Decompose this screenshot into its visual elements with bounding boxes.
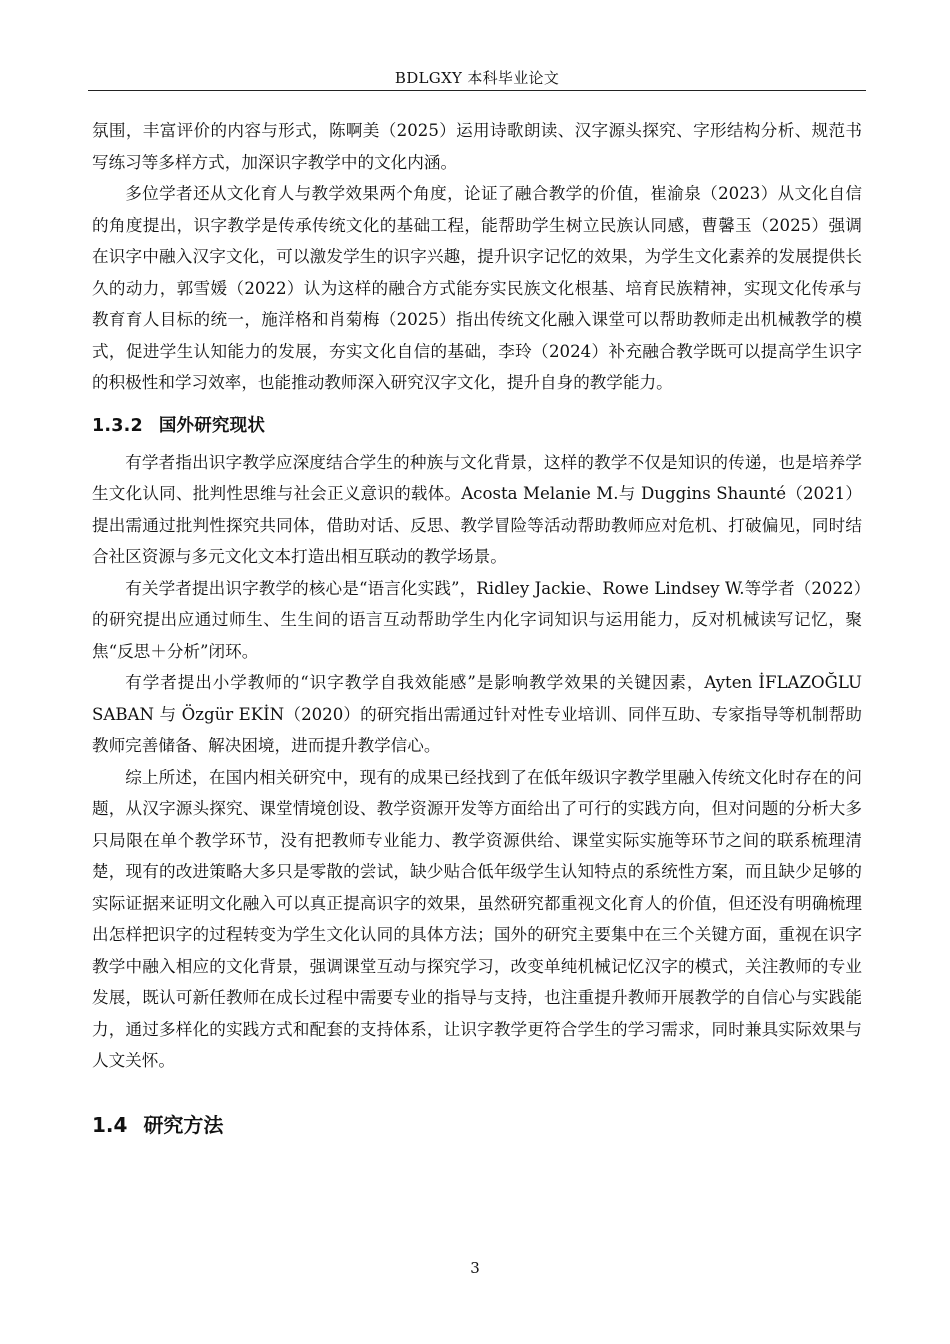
header-rule xyxy=(88,90,866,91)
section-title: 研究方法 xyxy=(143,1112,224,1137)
section-heading-1-4 xyxy=(92,1107,862,1143)
body-text xyxy=(92,115,862,1143)
running-header: BDLGXY 本科毕业论文 xyxy=(394,69,560,87)
paragraph-continued: 氛围，丰富评价的内容与形式，陈啊美（2025）运用诗歌朗读、汉字源头探究、字形结构分析、规范书写练习等多样方式，加深识字教学中的文化内涵。 xyxy=(92,121,862,172)
paragraph-language-practice: 有关学者提出识字教学的核心是“语言化实践”，Ridley Jackie、Rowe Lindsey W.等学者（2022）的研究提出应通过师生、生生间的语言互动帮助学生内化字词知识与运用能力，反对机械读写记忆，聚焦“反思＋分析”闭环。 xyxy=(92,578,862,661)
section-heading-1-3-2 xyxy=(92,409,862,443)
section-title: 国外研究现状 xyxy=(158,415,266,436)
paragraph-cultural-background: 有学者指出识字教学应深度结合学生的种族与文化背景，这样的教学不仅是知识的传递，也是培养学生文化认同、批判性思维与社会正义意识的载体。Acosta Melanie M.与 Duggins Shaunté（2021）提出需通过批判性探究共同体，借助对话、反思、教学冒险等活动帮助教师应对危机、打破偏见，同时结合社区资源与多元文化文本打造出相互联动的教学场景。 xyxy=(92,452,862,566)
paragraph-cultural-value: 多位学者还从文化育人与教学效果两个角度，论证了融合教学的价值，崔渝泉（2023）从文化自信的角度提出，识字教学是传承传统文化的基础工程，能帮助学生树立民族认同感，曹馨玉（2025）强调在识字中融入汉字文化，可以激发学生的识字兴趣，提升识字记忆的效果，为学生文化素养的发展提供长久的动力，郭雪媛（2022）认为这样的融合方式能夯实民族文化根基、培育民族精神，实现文化传承与教育育人目标的统一，施洋格和肖菊梅（2025）指出传统文化融入课堂可以帮助教师走出机械教学的模式，促进学生认知能力的发展，夯实文化自信的基础，李玲（2024）补充融合教学既可以提高学生识字的积极性和学习效率，也能推动教师深入研究汉字文化，提升自身的教学能力。 xyxy=(92,184,862,392)
page-number: 3 xyxy=(470,1259,480,1277)
paragraph-teacher-efficacy: 有学者提出小学教师的“识字教学自我效能感”是影响教学效果的关键因素，Ayten İFLAZOĞLU SABAN 与 Özgür EKİN（2020）的研究指出需通过针对性专业培训、同伴互助、专家指导等机制帮助教师完善储备、解决困境，进而提升教学信心。 xyxy=(92,673,862,755)
paragraph-summary: 综上所述，在国内相关研究中，现有的成果已经找到了在低年级识字教学里融入传统文化时存在的问题，从汉字源头探究、课堂情境创设、教学资源开发等方面给出了可行的实践方向，但对问题的分析大多只局限在单个教学环节，没有把教师专业能力、教学资源供给、课堂实际实施等环节之间的联系梳理清楚，现有的改进策略大多只是零散的尝试，缺少贴合低年级学生认知特点的系统性方案，而且缺少足够的实际证据来证明文化融入可以真正提高识字的效果，虽然研究都重视文化育人的价值，但还没有明确梳理出怎样把识字的过程转变为学生文化认同的具体方法；国外的研究主要集中在三个关键方面，重视在识字教学中融入相应的文化背景，强调课堂互动与探究学习，改变单纯机械记忆汉字的模式，关注教师的专业发展，既认可新任教师在成长过程中需要专业的指导与支持，也注重提升教师开展教学的自信心与实践能力，通过多样化的实践方式和配套的支持体系，让识字教学更符合学生的学习需求，同时兼具实际效果与人文关怀。 xyxy=(92,767,862,1070)
section-number: 1.3.2 xyxy=(92,415,143,436)
section-number: 1.4 xyxy=(92,1112,128,1137)
